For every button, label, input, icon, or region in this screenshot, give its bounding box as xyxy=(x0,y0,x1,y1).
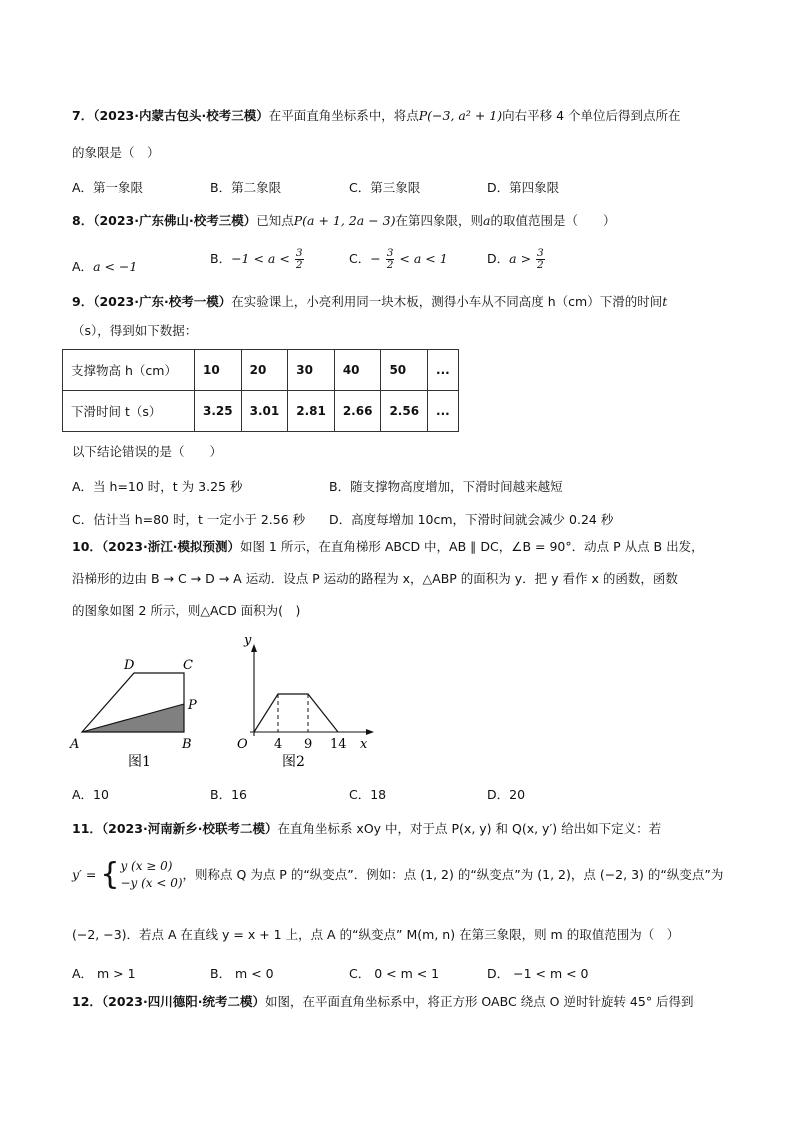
q8-option-b-expr: −1 < a < xyxy=(231,251,290,267)
q8-option-b-fraction xyxy=(295,248,304,271)
q8-option-d-frac-den: 2 xyxy=(537,259,544,272)
table-cell: 3.25 xyxy=(195,391,242,432)
q8-number: 8． xyxy=(72,213,94,228)
q10-figure-2 xyxy=(226,630,376,776)
q11-option-b[interactable]: B． m < 0 xyxy=(210,966,274,981)
q8-option-b-frac-num: 3 xyxy=(295,247,303,259)
q11-source: （2023·河南新乡·校联考二模） xyxy=(101,821,278,836)
q8-source: （2023·广东佛山·校考三模） xyxy=(93,213,257,228)
tick-label-9: 9 xyxy=(304,737,313,752)
q8-option-c-expr: < a < 1 xyxy=(399,251,448,267)
q9-prompt: 以下结论错误的是（ ） xyxy=(72,444,223,459)
q10-line3: 的图象如图 2 所示，则△ACD 面积为( ) xyxy=(72,603,301,618)
q9-text-a: 在实验课上，小亮利用同一块木板，测得小车从不同高度 h（cm）下滑的时间 xyxy=(231,294,663,309)
x-axis-arrow xyxy=(366,729,374,735)
q12-number: 12． xyxy=(72,994,102,1009)
q12-text: 如图，在平面直角坐标系中，将正方形 OABC 绕点 O 逆时针旋转 45° 后得到 xyxy=(264,994,694,1009)
q9-var-t: t xyxy=(662,294,668,309)
q10-text-1: 如图 1 所示，在直角梯形 ABCD 中，AB ∥ DC，∠B = 90°．动点 P 从点 B 出发， xyxy=(239,539,704,554)
q7-option-a[interactable]: A．第一象限 xyxy=(72,180,144,195)
q8-option-d-frac-num: 3 xyxy=(537,247,544,259)
q12-line1 xyxy=(72,996,732,1009)
q8-option-c-letter: C． xyxy=(349,251,371,267)
q11-option-c[interactable]: C． 0 < m < 1 xyxy=(349,966,440,981)
table-cell: 3.01 xyxy=(241,391,288,432)
tick-label-14: 14 xyxy=(330,737,347,752)
q11-line3: (−2, −3)．若点 A 在直线 y = x + 1 上，点 A 的“纵变点” M(m, n) 在第三象限，则 m 的取值范围为（ ） xyxy=(72,927,680,942)
q8-option-d[interactable] xyxy=(487,248,546,271)
q10-option-b[interactable]: B．16 xyxy=(210,787,247,802)
q10-number: 10． xyxy=(72,539,102,554)
q10-option-a[interactable]: A．10 xyxy=(72,787,109,802)
q8-option-a-letter: A． xyxy=(72,259,94,274)
q8-option-a-expr: a < −1 xyxy=(93,259,138,274)
q8-option-c-neg: − xyxy=(370,251,381,267)
q8-option-b-frac-den: 2 xyxy=(295,259,303,272)
q10-line1 xyxy=(72,541,732,554)
q8-option-c[interactable] xyxy=(349,248,448,271)
q7-source: （2023·内蒙古包头·校考三模） xyxy=(93,108,269,123)
q8-text-b: 在第四象限，则 xyxy=(395,213,483,228)
q10-source: （2023·浙江·模拟预测） xyxy=(101,539,240,554)
q7-option-b[interactable]: B．第二象限 xyxy=(210,180,282,195)
q8-line1 xyxy=(72,215,732,228)
q10-option-c[interactable]: C．18 xyxy=(349,787,387,802)
q8-option-c-frac-num: 3 xyxy=(386,247,394,259)
q8-option-d-fraction xyxy=(536,248,545,271)
q9-option-b[interactable]: B．随支撑物高度增加，下滑时间越来越短 xyxy=(329,479,563,494)
q8-text-a: 已知点 xyxy=(256,213,294,228)
q11-option-d[interactable]: D． −1 < m < 0 xyxy=(487,966,589,981)
q8-point: P(a + 1, 2a − 3) xyxy=(293,213,396,228)
q8-text-c: 的取值范围是（ ） xyxy=(490,213,616,228)
table-row xyxy=(63,350,459,391)
q11-number: 11． xyxy=(72,821,102,836)
table-cell: 50 xyxy=(381,350,428,391)
table-cell: 2.81 xyxy=(288,391,335,432)
tick-label-4: 4 xyxy=(274,737,283,752)
q7-option-c[interactable]: C．第三象限 xyxy=(349,180,421,195)
table-cell: ... xyxy=(428,391,459,432)
q9-line2: （s），得到如下数据： xyxy=(72,323,198,338)
q8-option-b[interactable] xyxy=(210,248,305,271)
q7-point: P(−3, a² + 1) xyxy=(418,108,503,123)
label-b: B xyxy=(182,737,192,752)
q8-option-a[interactable] xyxy=(72,257,137,275)
q8-option-c-frac-den: 2 xyxy=(386,259,394,272)
q11-case-2: −y (x < 0) xyxy=(120,876,183,891)
q9-number: 9． xyxy=(72,294,94,309)
label-d: D xyxy=(124,658,135,673)
q11-cases xyxy=(120,858,182,893)
y-axis-arrow xyxy=(251,644,257,652)
q8-option-c-fraction xyxy=(386,248,395,271)
label-o: O xyxy=(237,737,248,752)
q9-option-c[interactable]: C．估计当 h=80 时，t 一定小于 2.56 秒 xyxy=(72,512,306,527)
label-p: P xyxy=(188,698,197,713)
table-row xyxy=(63,391,459,432)
table-cell: 2.66 xyxy=(334,391,381,432)
q8-option-d-expr: a > xyxy=(509,251,532,267)
figure-1-caption: 图1 xyxy=(128,754,151,770)
q7-text-a: 在平面直角坐标系中，将点 xyxy=(268,108,419,123)
q9-option-d[interactable]: D．高度每增加 10cm，下滑时间就会减少 0.24 秒 xyxy=(329,512,614,527)
q11-text-2: ，则称点 Q 为点 P 的“纵变点”．例如：点 (1, 2) 的“纵变点”为 (1, 2)，点 (−2, 3) 的“纵变点”为 xyxy=(182,866,724,882)
q11-lhs: y′ = xyxy=(72,866,97,882)
q11-text-1: 在直角坐标系 xOy 中，对于点 P(x, y) 和 Q(x, y′) 给出如下定义：若 xyxy=(277,821,662,836)
q7-line2: 的象限是（ ） xyxy=(72,145,160,160)
q9-line1 xyxy=(72,296,732,309)
q10-figure-1 xyxy=(62,648,212,776)
q11-option-a[interactable]: A． m > 1 xyxy=(72,966,136,981)
table-cell: 2.56 xyxy=(381,391,428,432)
q9-data-table xyxy=(62,349,459,432)
q8-option-d-letter: D． xyxy=(487,251,510,267)
table-cell: 40 xyxy=(334,350,381,391)
label-c: C xyxy=(183,658,193,673)
function-graph xyxy=(254,694,338,732)
label-x: x xyxy=(360,737,368,752)
table-row-label: 下滑时间 t（s） xyxy=(63,391,195,432)
label-a: A xyxy=(70,737,80,752)
q7-option-d[interactable]: D．第四象限 xyxy=(487,180,560,195)
table-cell: 20 xyxy=(241,350,288,391)
label-y: y xyxy=(244,633,252,648)
q11-case-1: y (x ≥ 0) xyxy=(120,859,173,873)
q11-line2 xyxy=(72,858,732,893)
q11-line1 xyxy=(72,823,732,836)
q10-line2: 沿梯形的边由 B → C → D → A 运动．设点 P 运动的路程为 x，△ABP 的面积为 y．把 y 看作 x 的函数，函数 xyxy=(72,571,678,586)
table-cell: 10 xyxy=(195,350,242,391)
q9-option-a[interactable]: A．当 h=10 时，t 为 3.25 秒 xyxy=(72,479,243,494)
table-cell: 30 xyxy=(288,350,335,391)
q11-brace: { xyxy=(100,857,120,893)
q12-source: （2023·四川德阳·统考二模） xyxy=(101,994,265,1009)
q8-option-b-letter: B． xyxy=(210,251,232,267)
table-row-label: 支撑物高 h（cm） xyxy=(63,350,195,391)
q7-text-b: 向右平移 4 个单位后得到点所在 xyxy=(502,108,681,123)
q7-number: 7． xyxy=(72,108,94,123)
q8-var: a xyxy=(483,213,491,228)
q10-option-d[interactable]: D．20 xyxy=(487,787,526,802)
table-cell: ... xyxy=(428,350,459,391)
figure-2-caption: 图2 xyxy=(282,754,305,770)
q9-source: （2023·广东·校考一模） xyxy=(93,294,232,309)
q7-line1 xyxy=(72,110,732,123)
